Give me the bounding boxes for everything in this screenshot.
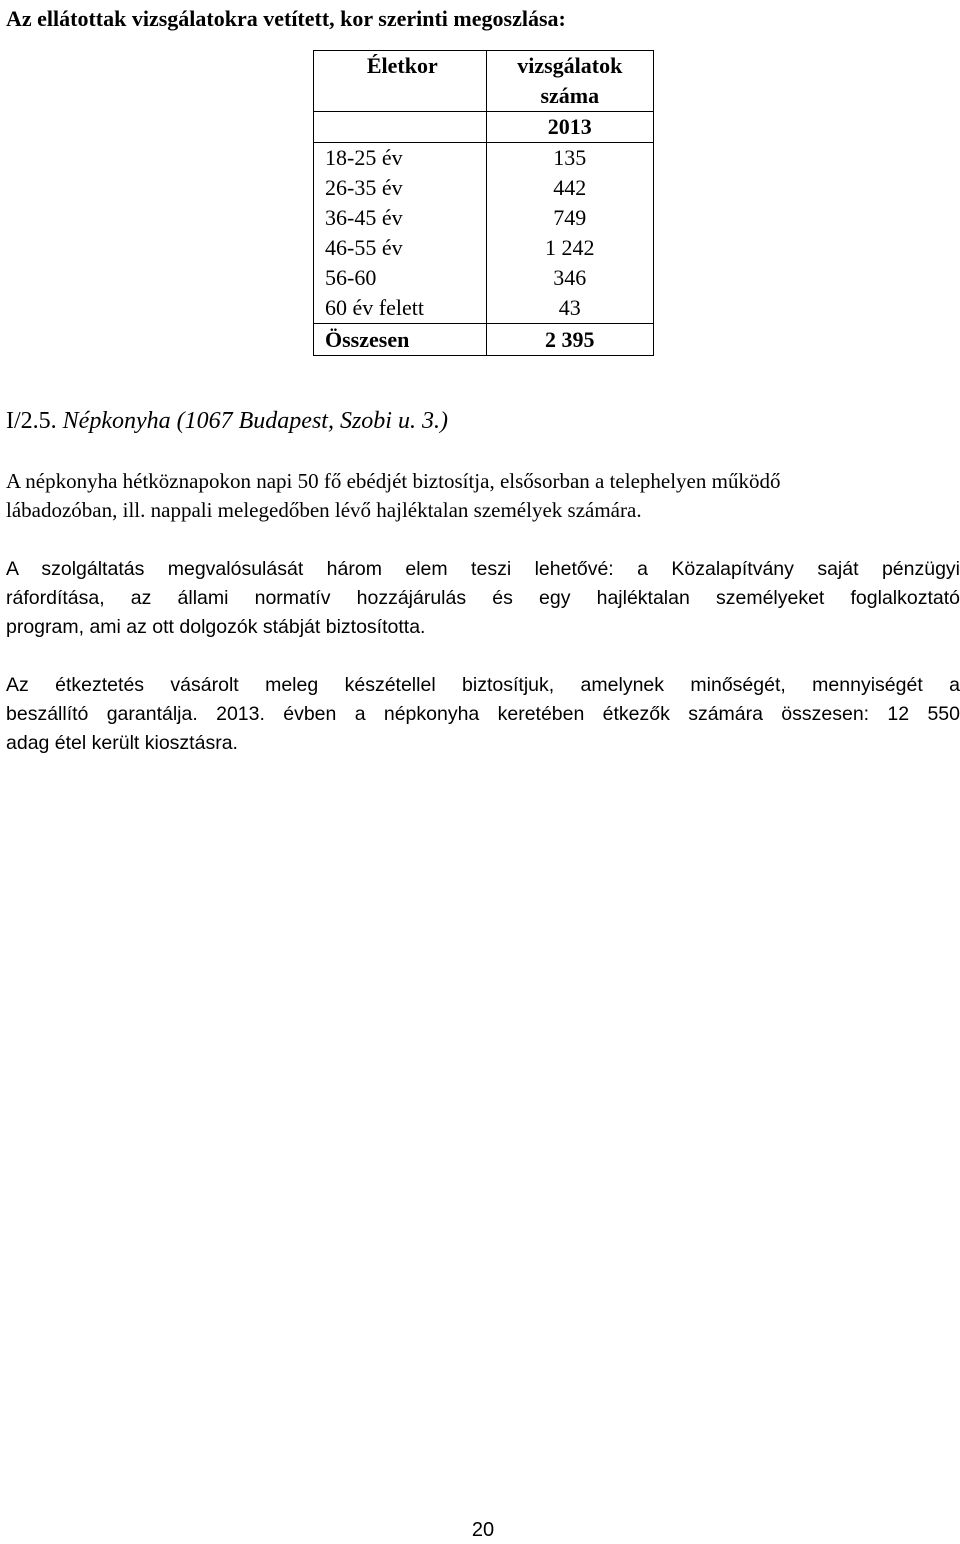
year-empty-cell: [314, 112, 487, 143]
table-header-row: [314, 51, 654, 112]
table-row-age: 26-35 év: [325, 175, 403, 200]
table-data-block: [314, 143, 654, 324]
age-column: [314, 143, 487, 324]
table-row-age: 46-55 év: [325, 235, 403, 260]
header-age-label: Életkor: [366, 53, 438, 78]
year-cell: 2013: [486, 112, 653, 143]
paragraph-2-line-1: A szolgáltatás megvalósulását három elem teszi lehetővé: a Közalapítvány saját pénzügyi: [6, 558, 960, 580]
paragraph-3-line-3: adag étel került kiosztásra.: [6, 732, 238, 754]
header-age: [314, 51, 487, 112]
paragraph-3: [6, 671, 960, 758]
paragraph-1-line-1: A népkonyha hétköznapokon napi 50 fő ebédjét biztosítja, elsősorban a telephelyen működő: [6, 469, 781, 493]
table-row-count: 442: [553, 175, 587, 200]
table-row-age: 36-45 év: [325, 205, 403, 230]
header-count-line1: vizsgálatok: [517, 53, 623, 78]
section-name: Népkonyha (1067 Budapest, Szobi u. 3.): [62, 408, 448, 434]
paragraph-2: [6, 555, 960, 642]
header-count: [486, 51, 653, 112]
table-row-age: 60 év felett: [325, 295, 424, 320]
section-number: I/2.5.: [6, 408, 57, 434]
paragraph-3-line-1: Az étkeztetés vásárolt meleg készétellel biztosítjuk, amelynek minőségét, mennyiségét a: [6, 674, 960, 696]
page-number: 20: [471, 1519, 495, 1541]
paragraph-2-line-3: program, ami az ott dolgozók stábját biztosította.: [6, 616, 426, 638]
age-distribution-table: [313, 50, 654, 356]
table-year-row: [314, 112, 654, 143]
table-total-row: [314, 324, 654, 356]
total-label: Összesen: [314, 324, 487, 356]
header-count-line2: száma: [540, 83, 600, 108]
section-title: [6, 405, 448, 437]
table-row-age: 56-60: [325, 265, 377, 290]
table-heading: Az ellátottak vizsgálatokra vetített, kor szerinti megoszlása:: [6, 6, 566, 31]
total-value: 2 395: [486, 324, 653, 356]
count-column: [486, 143, 653, 324]
table-row-count: 1 242: [545, 235, 595, 260]
paragraph-2-line-2: ráfordítása, az állami normatív hozzájárulás és egy hajléktalan személyeket foglalkoztató: [6, 587, 960, 609]
table-row-count: 43: [558, 295, 581, 320]
paragraph-1: [6, 467, 960, 525]
table-row-count: 346: [553, 265, 587, 290]
table-row-count: 135: [553, 145, 587, 170]
table-row-age: 18-25 év: [325, 145, 403, 170]
paragraph-1-line-2: lábadozóban, ill. nappali melegedőben lévő hajléktalan személyek számára.: [6, 498, 642, 522]
table-row-count: 749: [553, 205, 587, 230]
paragraph-3-line-2: beszállító garantálja. 2013. évben a népkonyha keretében étkezők számára összesen: 12 550: [6, 703, 960, 725]
